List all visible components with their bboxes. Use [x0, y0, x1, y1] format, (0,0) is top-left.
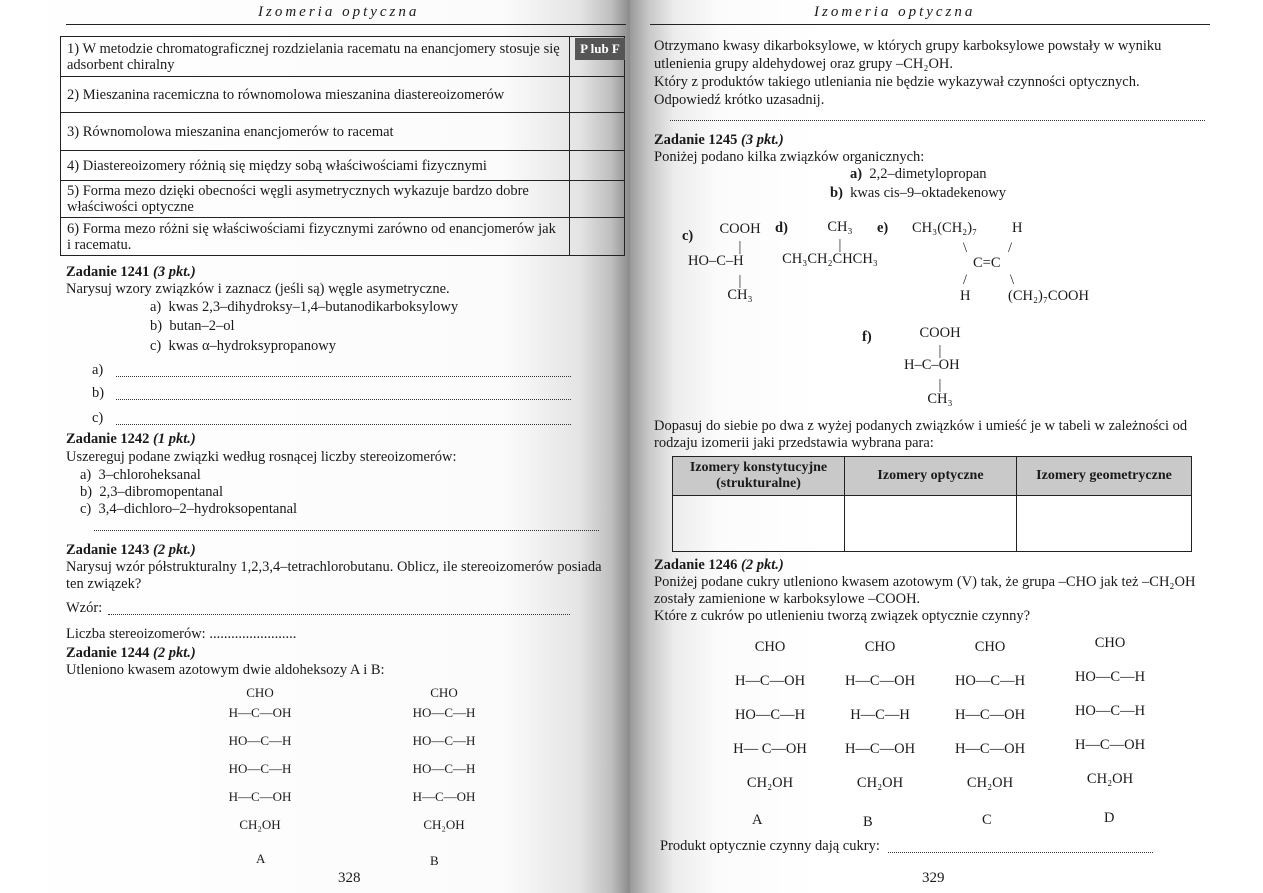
answer-line[interactable] [94, 530, 599, 531]
compound-e-bottom-right: (CH₂)₇COOH [1008, 288, 1089, 304]
answer-cell[interactable] [845, 496, 1017, 552]
answer-line[interactable] [116, 399, 571, 400]
table-row: 4) Diastereoizomery różnią się między sobą właściwościami fizycznymi [61, 151, 625, 181]
task-1241-intro: Narysuj wzory związków i zaznacz (jeśli są) węgle asymetryczne. [66, 281, 450, 297]
compound-c-label: c) [682, 228, 694, 244]
fischer-projection-sugar-b: CHO H—C—OH H—C—H H—C—OH CH₂OH [844, 639, 916, 791]
answer-label-a: a) [92, 362, 104, 378]
compound-e-label: e) [877, 220, 889, 236]
task-1241-heading: Zadanie 1241 (3 pkt.) [66, 264, 196, 280]
header-structural: Izomery konstytucyjne (strukturalne) [673, 457, 845, 496]
statement-text: Diastereoizomery różnią się między sobą właściwościami fizycznymi [82, 157, 487, 174]
task-1242-item-c: c) 3,4–dichloro–2–hydroksopentanal [80, 501, 298, 517]
fischer-projection-sugar-d: CHO HO—C—H HO—C—H H—C—OH CH₂OH [1074, 635, 1146, 787]
answer-line[interactable] [116, 376, 571, 377]
answer-cell[interactable] [570, 181, 625, 218]
answer-line[interactable] [670, 120, 1205, 121]
sugar-label-c: C [982, 812, 992, 828]
statement-text: Mieszanina racemiczna to równomolowa mieszanina diastereoizomerów [82, 86, 505, 103]
answer-line[interactable] [108, 614, 570, 615]
statement-text: Forma mezo dzięki obecności węgli asymetrycznych wykazuje bardzo dobre właściwości optyczne [67, 183, 529, 215]
compound-e-top-left: CH₃(CH₂)₇ [912, 220, 978, 236]
fischer-projection-a: CHO H—C—OH HO—C—H HO—C—H H—C—OH CH₂OH [228, 685, 292, 832]
table-row: 3) Równomolowa mieszanina enancjomerów to racemat [61, 113, 625, 151]
header-optical: Izomery optyczne [845, 457, 1017, 496]
task-1242-heading: Zadanie 1242 (1 pkt.) [66, 431, 196, 447]
answer-cell[interactable] [1017, 496, 1192, 552]
answer-line[interactable] [888, 852, 1153, 853]
page-number-left: 328 [338, 870, 361, 886]
continuation-line-2: utlenienia grupy aldehydowej oraz grupy –CH₂OH. [654, 56, 954, 72]
task-1245-intro: Poniżej podano kilka związków organicznych: [654, 149, 925, 165]
task-1243-intro-line2: ten związek? [66, 576, 142, 592]
header-geometric: Izomery geometryczne [1017, 457, 1192, 496]
table-row: 2) Mieszanina racemiczna to równomolowa mieszanina diastereoizomerów [61, 77, 625, 113]
header-rule [66, 24, 626, 25]
compound-a: a) 2,2–dimetylopropan [850, 166, 987, 182]
running-head-left: Izomeria optyczna [258, 4, 420, 20]
label-b: B [430, 853, 439, 868]
task-1244-heading: Zadanie 1244 (2 pkt.) [66, 645, 196, 661]
task-1243-heading: Zadanie 1243 (2 pkt.) [66, 542, 196, 558]
label-a: A [256, 851, 266, 866]
answer-cell[interactable] [570, 113, 625, 151]
compound-e-bottom-left: H [960, 288, 971, 304]
fischer-projection-sugar-c: CHO HO—C—H H—C—OH H—C—OH CH₂OH [954, 639, 1026, 791]
task-1245-heading: Zadanie 1245 (3 pkt.) [654, 132, 784, 148]
fischer-projection-sugar-a: CHO H—C—OH HO—C—H H— C—OH CH₂OH [733, 639, 807, 791]
task-1242-item-a: a) 3–chloroheksanal [80, 467, 201, 483]
left-page [0, 0, 630, 893]
compound-f-structure: COOH | H–C–OH | CH₃ [904, 325, 961, 407]
task-1242-intro: Uszereguj podane związki według rosnącej liczby stereoizomerów: [66, 449, 457, 465]
header-rule [650, 24, 1210, 25]
pf-column-header: P lub F [575, 38, 625, 60]
task-1245-instruction-2: rodzaju izomerii jaki przedstawia wybrana para: [654, 435, 934, 451]
answer-line[interactable] [116, 424, 571, 425]
task-1246-answer-label: Produkt optycznie czynny dają cukry: [660, 838, 880, 854]
compound-b: b) kwas cis–9–oktadekenowy [830, 185, 1006, 201]
fischer-projection-b: CHO HO—C—H HO—C—H HO—C—H H—C—OH CH₂OH [412, 685, 476, 832]
continuation-line-3: Który z produktów takiego utleniania nie będzie wykazywał czynności optycznych. [654, 74, 1140, 90]
task-1244-intro: Utleniono kwasem azotowym dwie aldoheksozy A i B: [66, 662, 385, 678]
sugar-label-a: A [752, 812, 763, 828]
task-1246-line1: Poniżej podane cukry utleniono kwasem azotowym (V) tak, że grupa –CHO jak też –CH₂OH [654, 574, 1196, 590]
table-row: 6) Forma mezo różni się właściwościami fizycznymi zarówno od enancjomerów jak i racematu. [61, 218, 625, 256]
continuation-line-4: Odpowiedź krótko uzasadnij. [654, 92, 825, 108]
statement-text: W metodzie chromatograficznej rozdzielania racematu na enancjomery stosuje się adsorbent chiralny [67, 40, 560, 73]
task-1245-instruction-1: Dopasuj do siebie po dwa z wyżej podanych związków i umieść je w tabeli w zależności od [654, 418, 1188, 434]
statement-text: Równomolowa mieszanina enancjomerów to racemat [82, 123, 394, 140]
compound-e-top-right: H [1012, 220, 1023, 236]
continuation-line-1: Otrzymano kwasy dikarboksylowe, w których grupy karboksylowe powstały w wyniku [654, 38, 1162, 54]
isomer-table [672, 456, 1192, 552]
task-1241-item-b: b) butan–2–ol [150, 318, 235, 334]
task-1241-item-c: c) kwas α–hydroksypropanowy [150, 338, 336, 354]
answer-label-c: c) [92, 410, 104, 426]
table-row [673, 496, 1192, 552]
task-1243-intro-line1: Narysuj wzór półstrukturalny 1,2,3,4–tetrachlorobutanu. Oblicz, ile stereoizomerów posiada [66, 559, 602, 575]
task-1246-heading: Zadanie 1246 (2 pkt.) [654, 557, 784, 573]
compound-d-label: d) [775, 220, 788, 236]
right-page: Izomeria optyczna Otrzymano kwasy dikarboksylowe, w których grupy karboksylowe powstały w wyniku utlenienia grupy aldehydowej oraz grupy –CH₂OH. Który z produktów takiego utleniania nie będzie wykazywał czynności optycznych. Odpowiedź krótko uzasadnij. Zadanie 1245 (3 pkt.) Poniżej podano kilka związków organicznych: a) 2,2–dimetylopropan b) kwas cis–9–oktadekenowy c) COOH | HO–C–H | CH₃ d) CH₃ | CH₃CH₂CHCH₃ e) CH₃(CH₂)₇ H \ / C=C / \ H (CH₂)₇COOH f) COOH | H–C–OH | CH₃ Dopasuj do siebie po dwa z wyżej podanych związków i umieść je w tabeli w zależności od rodzaju izomerii jaki przedstawia wybrana para: Izomery konstytucyjne (strukturalne) Izomery optyczne Izomery geometryczne Zadanie 1246 (2 pkt.) Poniżej podane cukry utleniono kwasem azotowym (V) tak, że grupa –CHO jak też –CH₂OH zostały zamienione w karboksylowe –COOH. Które z cukrów po utlenieniu tworzą związek optycznie czynny? CHO H—C—OH HO—C—H H— C—OH CH₂OH A CHO H—C—OH H—C—H H—C—OH CH₂OH B CHO HO—C—H H—C—OH H—C—OH CH₂OH C CHO HO—C—H HO—C—H H—C—OH CH₂OH D Produkt optycznie czynny dają cukry: 329 [630, 0, 1263, 893]
task-1246-line3: Które z cukrów po utlenieniu tworzą związek optycznie czynny? [654, 608, 1031, 624]
statement-text: Forma mezo różni się właściwościami fizycznymi zarówno od enancjomerów jak i racematu. [67, 220, 556, 253]
table-row: 5) Forma mezo dzięki obecności węgli asymetrycznych wykazuje bardzo dobre właściwości optyczne [61, 181, 625, 218]
wzor-label: Wzór: [66, 600, 103, 616]
answer-cell[interactable] [570, 77, 625, 113]
compound-c-structure: COOH | HO–C–H | CH₃ [688, 221, 761, 303]
sugar-label-b: B [863, 814, 873, 830]
running-head-right: Izomeria optyczna [814, 4, 976, 20]
answer-cell[interactable] [570, 151, 625, 181]
task-1241-item-a: a) kwas 2,3–dihydroksy–1,4–butanodikarboksylowy [150, 299, 459, 315]
compound-f-label: f) [862, 329, 872, 345]
stereoisomer-count-label: Liczba stereoizomerów: ........................ [66, 626, 297, 642]
page-number-right: 329 [922, 870, 945, 886]
answer-cell[interactable] [570, 218, 625, 256]
true-false-table [60, 36, 625, 256]
table-row: 1) W metodzie chromatograficznej rozdzielania racematu na enancjomery stosuje się adsorbent chiralny [61, 37, 625, 77]
answer-label-b: b) [92, 385, 105, 401]
answer-cell[interactable] [673, 496, 845, 552]
compound-d-structure: CH₃ | CH₃CH₂CHCH₃ [782, 219, 878, 267]
compound-e-double-bond: C=C [973, 255, 1001, 271]
sugar-label-d: D [1104, 810, 1115, 826]
task-1246-line2: zostały zamienione w karboksylowe –COOH. [654, 591, 921, 607]
task-1242-item-b: b) 2,3–dibromopentanal [80, 484, 223, 500]
table-header-row [673, 457, 1192, 496]
